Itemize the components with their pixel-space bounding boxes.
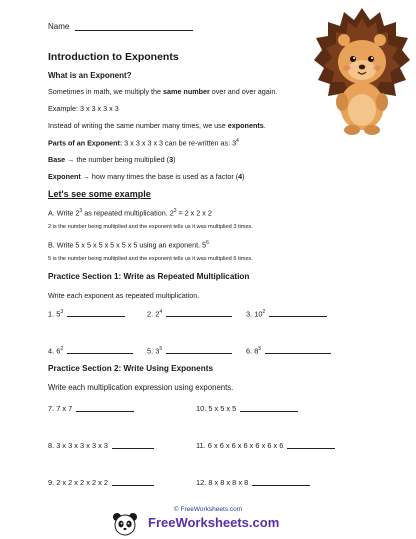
question-2: 2. $2^4$ [147, 309, 232, 318]
example-a-note: 2 is the number being multiplied and the exponent tells us it was multiplied 3 times. [48, 224, 253, 230]
question-1: 1. $5^3$ [48, 309, 125, 318]
question-3: 3. $10^2$ [246, 309, 327, 318]
question-6: 6. $8^5$ [246, 346, 331, 355]
hedgehog-icon [314, 6, 410, 138]
name-label: Name [48, 22, 70, 31]
example-b-note: 5 is the number being multiplied and the exponent tells us it was multiplied 6 times. [48, 256, 253, 262]
answer-blank-7[interactable] [76, 411, 134, 412]
question-9: 9. 2 x 2 x 2 x 2 x 2 [48, 478, 154, 487]
section2-instruction: Write each multiplication expression using exponents. [48, 383, 234, 392]
footer-url[interactable]: © FreeWorksheets.com [173, 506, 243, 513]
intro-example: Example: 3 x 3 x 3 x 3 [48, 104, 119, 113]
name-field[interactable] [75, 30, 193, 31]
question-4: 4. $6^2$ [48, 346, 133, 355]
answer-blank-2[interactable] [166, 316, 232, 317]
question-5: 5. $3^5$ [147, 346, 232, 355]
question-8: 8. 3 x 3 x 3 x 3 x 3 [48, 441, 154, 450]
name-row [48, 22, 193, 31]
question-11: 11. 6 x 6 x 6 x 6 x 6 x 6 x 6 [196, 441, 335, 450]
what-heading: What is an Exponent? [48, 71, 132, 80]
base-line: Base → the number being multiplied (3) [48, 155, 176, 164]
section1-heading: Practice Section 1: Write as Repeated Multiplication [48, 272, 250, 281]
question-10: 10. 5 x 5 x 5 [196, 404, 298, 413]
answer-blank-12[interactable] [252, 485, 310, 486]
exponent-line: Exponent → how many times the base is used as a factor (4) [48, 172, 245, 181]
examples-heading: Let's see some example [48, 189, 151, 199]
section2-heading: Practice Section 2: Write Using Exponents [48, 364, 214, 373]
question-7: 7. 7 x 7 [48, 404, 134, 413]
example-b: B. Write 5 x 5 x 5 x 5 x 5 x 5 using an exponent. $5^6$ [48, 240, 209, 250]
answer-blank-3[interactable] [269, 316, 327, 317]
section1-instruction: Write each exponent as repeated multiplication. [48, 291, 200, 300]
panda-icon [112, 511, 138, 537]
footer-brand[interactable]: FreeWorksheets.com [148, 515, 280, 530]
answer-blank-1[interactable] [67, 316, 125, 317]
answer-blank-5[interactable] [166, 353, 232, 354]
page-title: Introduction to Exponents [48, 51, 179, 63]
answer-blank-8[interactable] [112, 448, 154, 449]
answer-blank-10[interactable] [240, 411, 298, 412]
parts-line: Parts of an Exponent: 3 x 3 x 3 x 3 can be re-written as: $3^4$ [48, 138, 239, 148]
example-a: A. Write $2^3$ as repeated multiplication. $2^3 = 2$ x 2 x 2 [48, 208, 212, 218]
answer-blank-11[interactable] [287, 448, 335, 449]
answer-blank-6[interactable] [265, 353, 331, 354]
question-12: 12. 8 x 8 x 8 x 8 [196, 478, 310, 487]
intro-line-1: Sometimes in math, we multiply the same number over and over again. [48, 87, 278, 96]
intro-line-3: Instead of writing the same number many times, we use exponents. [48, 121, 266, 130]
answer-blank-4[interactable] [67, 353, 133, 354]
answer-blank-9[interactable] [112, 485, 154, 486]
